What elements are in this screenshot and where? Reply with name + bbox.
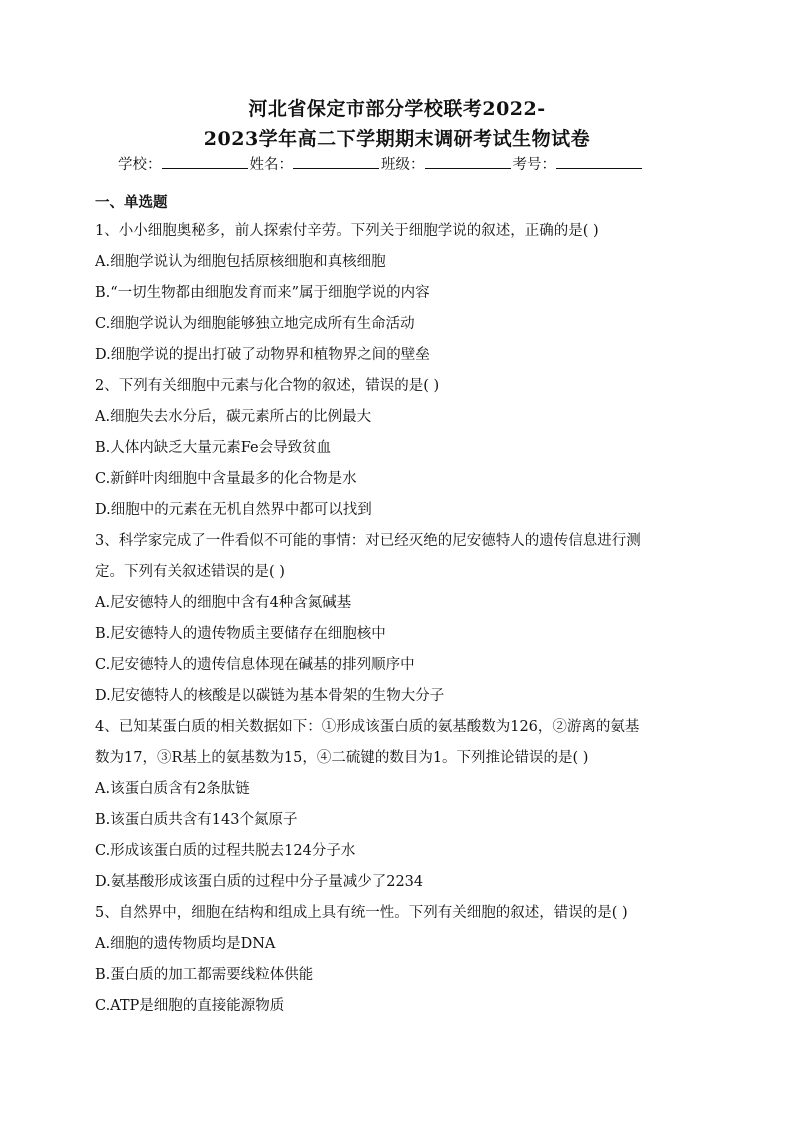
text-line: 1、小小细胞奥秘多，前人探索付辛劳。下列关于细胞学说的叙述，正确的是( ) <box>95 223 599 239</box>
option-line: B.蛋白质的加工都需要线粒体供能 <box>95 967 314 983</box>
option-line: C.尼安德特人的遗传信息体现在碱基的排列顺序中 <box>95 657 415 673</box>
option-line: D.氨基酸形成该蛋白质的过程中分子量减少了2234 <box>95 874 424 890</box>
section-title: 一、单选题 <box>95 194 168 211</box>
option-line: D.细胞中的元素在无机自然界中都可以找到 <box>95 502 372 518</box>
school-label: 学校： <box>118 157 162 173</box>
option-line: A.细胞学说认为细胞包括原核细胞和真核细胞 <box>95 254 386 270</box>
name-blank[interactable] <box>293 153 379 169</box>
option-line: B.人体内缺乏大量元素Fe会导致贫血 <box>95 440 332 456</box>
text-line: 3、科学家完成了一件看似不可能的事情：对已经灭绝的尼安德特人的遗传信息进行测 <box>95 533 641 549</box>
student-info-row <box>118 153 678 176</box>
name-label: 姓名： <box>249 157 293 173</box>
option-line: A.尼安德特人的细胞中含有4种含氮碱基 <box>95 595 352 611</box>
option-line: B.“一切生物都由细胞发育而来”属于细胞学说的内容 <box>95 285 430 301</box>
option-line: A.细胞的遗传物质均是DNA <box>95 936 276 952</box>
text-line: 4、已知某蛋白质的相关数据如下：①形成该蛋白质的氨基酸数为126，②游离的氨基 <box>95 719 640 735</box>
option-line: D.尼安德特人的核酸是以碳链为基本骨架的生物大分子 <box>95 688 445 704</box>
option-line: C.ATP是细胞的直接能源物质 <box>95 998 285 1014</box>
text-line: 数为17，③R基上的氨基数为15，④二硫键的数目为1。下列推论错误的是( ) <box>95 750 589 766</box>
text-line: 定。下列有关叙述错误的是( ) <box>95 564 285 580</box>
school-blank[interactable] <box>162 153 248 169</box>
option-line: C.形成该蛋白质的过程共脱去124分子水 <box>95 843 356 859</box>
option-line: D.细胞学说的提出打破了动物界和植物界之间的壁垒 <box>95 347 430 363</box>
exam-title-line1: 河北省保定市部分学校联考2022- <box>248 98 546 120</box>
question-content <box>95 190 700 1022</box>
option-line: B.尼安德特人的遗传物质主要储存在细胞核中 <box>95 626 386 642</box>
text-line: 2、下列有关细胞中元素与化合物的叙述，错误的是( ) <box>95 378 440 394</box>
text-line: 5、自然界中，细胞在结构和组成上具有统一性。下列有关细胞的叙述，错误的是( ) <box>95 905 628 921</box>
exam-title-line2: 2023学年高二下学期期末调研考试生物试卷 <box>203 128 591 150</box>
option-line: A.该蛋白质含有2条肽链 <box>95 781 250 797</box>
option-line: B.该蛋白质共含有143个氮原子 <box>95 812 298 828</box>
option-line: C.新鲜叶肉细胞中含量最多的化合物是水 <box>95 471 357 487</box>
exam-number-label: 考号： <box>512 157 556 173</box>
class-label: 班级： <box>381 157 425 173</box>
option-line: A.细胞失去水分后，碳元素所占的比例最大 <box>95 409 372 425</box>
exam-number-blank[interactable] <box>556 153 642 169</box>
class-blank[interactable] <box>425 153 511 169</box>
option-line: C.细胞学说认为细胞能够独立地完成所有生命活动 <box>95 316 415 332</box>
